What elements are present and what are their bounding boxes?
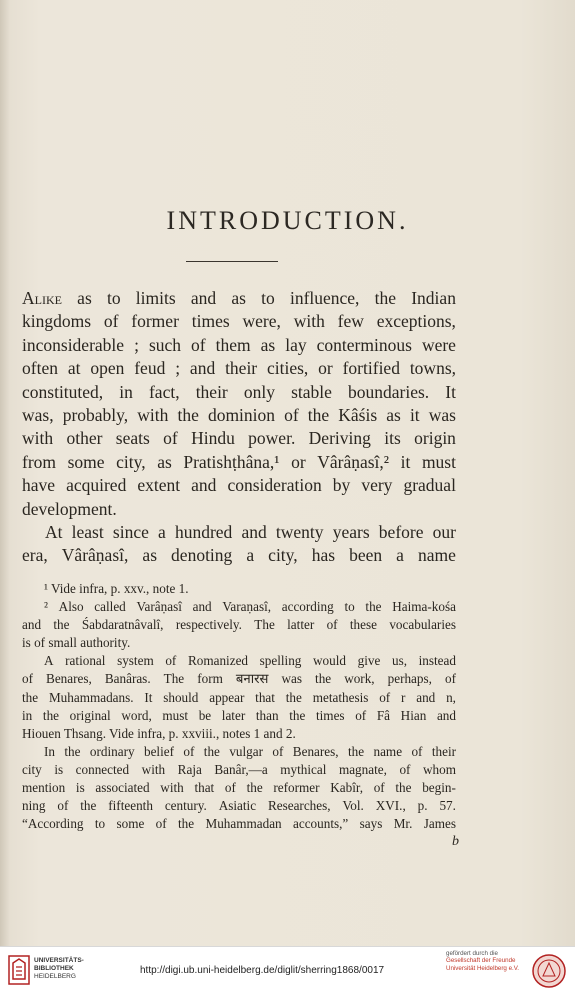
- word: called: [94, 599, 126, 615]
- library-name: [34, 957, 84, 981]
- word: Banâr,—a: [214, 761, 268, 777]
- word: was: [428, 405, 456, 426]
- word: Kâśis: [338, 405, 378, 426]
- sponsor-line: gefördert durch die: [446, 950, 498, 957]
- word: ordinary: [89, 743, 135, 759]
- word: begin-: [422, 780, 456, 796]
- word: accounts,”: [293, 816, 349, 832]
- word: Muhammadan: [205, 816, 282, 832]
- word: p.: [417, 798, 428, 814]
- word: of: [355, 707, 367, 723]
- library-name-line: UNIVERSITÄTS-: [34, 957, 84, 964]
- word: in: [119, 381, 133, 402]
- word: few: [337, 311, 364, 332]
- word: as: [157, 451, 172, 472]
- word: Śabdaratnâvalî,: [81, 617, 164, 633]
- word: twenty: [275, 522, 324, 543]
- word: Hian: [400, 707, 427, 723]
- word: be: [198, 707, 212, 723]
- word: acquired: [66, 475, 127, 496]
- word: lay: [285, 334, 307, 355]
- word: the: [347, 743, 365, 759]
- word: with: [22, 428, 54, 449]
- word: word,: [121, 707, 152, 723]
- word: and: [22, 617, 42, 633]
- word: Raja: [177, 761, 202, 777]
- word: only: [243, 381, 275, 402]
- word: city,: [116, 451, 146, 472]
- word: by: [332, 475, 351, 496]
- sponsor-line: Gesellschaft der Freunde: [446, 957, 516, 965]
- word: the: [365, 599, 382, 615]
- word: vocabularies: [389, 617, 456, 633]
- word: the: [178, 816, 195, 832]
- word: cities,: [267, 358, 309, 379]
- footnote-line: [22, 815, 456, 833]
- library-name-line: BIBLIOTHEK: [34, 965, 74, 972]
- word: appear: [209, 689, 245, 705]
- word: Muhammadans.: [48, 689, 134, 705]
- signature-mark: b: [452, 834, 459, 849]
- word: Varâṇasî: [136, 599, 182, 615]
- word: magnate,: [338, 761, 387, 777]
- word: Mr.: [393, 816, 413, 832]
- word: of: [103, 311, 119, 332]
- word: should: [163, 689, 199, 705]
- word: Researches,: [267, 798, 331, 814]
- word: It: [445, 381, 456, 402]
- word: boundaries.: [348, 381, 430, 402]
- word: stable: [291, 381, 332, 402]
- word: and: [436, 707, 456, 723]
- word: 57.: [439, 798, 456, 814]
- word: exceptions,: [376, 311, 456, 332]
- word: in: [22, 707, 33, 723]
- body-line: Alike as to limits and as to influence, the Indian: [22, 287, 456, 310]
- word: XVI.,: [375, 798, 406, 814]
- word: times: [191, 311, 230, 332]
- body-line: [22, 474, 456, 497]
- word: often: [22, 358, 58, 379]
- word: and: [191, 475, 217, 496]
- footnote-line: [22, 761, 456, 779]
- body-line: [22, 357, 456, 380]
- word: At: [45, 522, 63, 543]
- word: Banâras.: [104, 671, 151, 687]
- word: has: [311, 545, 336, 566]
- word: respectively.: [175, 617, 242, 633]
- word: name: [418, 545, 456, 566]
- word: a: [246, 545, 255, 566]
- word: origin: [414, 428, 456, 449]
- word: Asiatic: [218, 798, 257, 814]
- word: of: [411, 743, 423, 759]
- word: work,: [344, 671, 375, 687]
- word: Varaṇasî,: [222, 599, 272, 615]
- sponsor-credit: [446, 950, 542, 972]
- word: metathesis: [312, 689, 369, 705]
- word: former: [131, 311, 179, 332]
- body-line: [22, 427, 456, 450]
- footnote-line: is of small authority.: [22, 635, 131, 651]
- word: hundred: [174, 522, 233, 543]
- word: A: [44, 653, 54, 669]
- footnote-line: [22, 779, 456, 797]
- word: Vârâṇasî,: [61, 545, 129, 566]
- word: of: [57, 798, 69, 814]
- word: n,: [446, 689, 456, 705]
- word: their: [431, 743, 456, 759]
- word: the: [285, 689, 302, 705]
- word: city,: [268, 545, 298, 566]
- word: Pratishṭhâna,¹: [183, 451, 280, 472]
- word: Kabîr,: [330, 780, 364, 796]
- body-line: [22, 334, 456, 357]
- word: open: [90, 358, 125, 379]
- word: seats: [115, 428, 150, 449]
- word: than: [255, 707, 279, 723]
- word: us,: [391, 653, 407, 669]
- word: rational: [65, 653, 106, 669]
- word: since: [112, 522, 149, 543]
- word: the: [42, 707, 60, 723]
- word: fact,: [148, 381, 180, 402]
- word: It: [144, 689, 153, 705]
- body-line: [22, 310, 456, 333]
- word: these: [349, 617, 377, 633]
- footnote-line: [22, 670, 456, 688]
- word: the: [64, 743, 81, 759]
- word: and: [189, 358, 216, 379]
- word: it: [409, 405, 420, 426]
- word: as: [142, 545, 157, 566]
- word: constituted,: [22, 381, 104, 402]
- word: form: [197, 671, 223, 687]
- word: name: [373, 743, 403, 759]
- word: the: [203, 743, 220, 759]
- word: Haima-kośa: [392, 599, 456, 615]
- word: ;: [175, 358, 181, 379]
- word: the: [395, 780, 412, 796]
- word: Benares,: [46, 671, 92, 687]
- word: dominion: [207, 405, 276, 426]
- footnote-line: Hiouen Thsang. Vide infra, p. xxviii., notes 1 and 2.: [22, 725, 296, 741]
- word: very: [361, 475, 393, 496]
- word: the: [315, 671, 332, 687]
- word: and: [416, 689, 436, 705]
- word: other: [66, 428, 103, 449]
- word: fifteenth: [108, 798, 153, 814]
- word: connected: [75, 761, 130, 777]
- word: their: [225, 358, 258, 379]
- word: of: [191, 334, 206, 355]
- body-line: [22, 381, 456, 404]
- word: have: [22, 475, 56, 496]
- word: as: [386, 405, 401, 426]
- word: as: [260, 334, 276, 355]
- word: with: [141, 761, 166, 777]
- word: extent: [137, 475, 181, 496]
- word: before: [378, 522, 424, 543]
- footnote-line: ¹ Vide infra, p. xxv., note 1.: [44, 581, 189, 596]
- word: denoting: [171, 545, 233, 566]
- word: associated: [95, 780, 150, 796]
- footnote-line: [22, 652, 456, 670]
- word: of: [326, 617, 338, 633]
- word: a: [396, 545, 404, 566]
- word: and: [241, 522, 267, 543]
- word: century.: [164, 798, 207, 814]
- word: to: [94, 816, 106, 832]
- word: were: [421, 334, 456, 355]
- word: era,: [22, 545, 48, 566]
- word: vulgar: [229, 743, 264, 759]
- word: Romanized: [187, 653, 249, 669]
- word: gradual: [403, 475, 456, 496]
- word: the: [22, 689, 39, 705]
- word: our: [432, 522, 456, 543]
- word: conterminous: [316, 334, 412, 355]
- body-line: development.: [22, 498, 117, 519]
- word: Vol.: [342, 798, 364, 814]
- word: their: [195, 381, 228, 402]
- word: Vârâṇasî,²: [317, 451, 390, 472]
- word: James: [423, 816, 456, 832]
- word: mention: [22, 780, 66, 796]
- word: of: [444, 671, 456, 687]
- footnote-line: [22, 616, 456, 634]
- body-line: [22, 521, 456, 544]
- word: of: [379, 689, 391, 705]
- word: of: [163, 428, 178, 449]
- body-line: [22, 404, 456, 427]
- word: them: [215, 334, 251, 355]
- body-line: [22, 451, 456, 474]
- word: it: [400, 451, 411, 472]
- word: is: [75, 780, 85, 796]
- footnotes: [22, 580, 456, 833]
- word: perhaps,: [387, 671, 432, 687]
- word: times: [315, 707, 345, 723]
- word: and: [192, 599, 212, 615]
- word: latter: [287, 617, 315, 633]
- word: a: [158, 522, 166, 543]
- word: that: [194, 780, 215, 796]
- word: Benares,: [292, 743, 339, 759]
- word: must: [162, 707, 189, 723]
- word: with: [293, 311, 325, 332]
- body-lead-word: Alike: [22, 288, 62, 308]
- word: mythical: [280, 761, 327, 777]
- word: of: [22, 671, 33, 687]
- word: of: [399, 761, 411, 777]
- word: The: [254, 617, 275, 633]
- word: give: [357, 653, 381, 669]
- word: with: [160, 780, 184, 796]
- word: consideration: [227, 475, 322, 496]
- word: In: [44, 743, 55, 759]
- word: r: [401, 689, 406, 705]
- word: inconsiderable: [22, 334, 125, 355]
- footnote-line: [22, 707, 456, 725]
- word: according: [281, 599, 334, 615]
- word: that: [255, 689, 275, 705]
- word: some: [67, 451, 105, 472]
- footnote-line: [22, 743, 456, 761]
- word: ;: [134, 334, 139, 355]
- word: probably,: [62, 405, 129, 426]
- word: from: [22, 451, 57, 472]
- footnote-line: [22, 689, 456, 707]
- sponsor-line: Universität Heidelberg e.V.: [446, 964, 520, 972]
- word: least: [71, 522, 104, 543]
- body-line: [22, 544, 456, 567]
- word: belief: [143, 743, 175, 759]
- word: the: [80, 798, 97, 814]
- word: whom: [423, 761, 456, 777]
- word: to: [344, 599, 355, 615]
- word: were,: [242, 311, 281, 332]
- word: instead: [418, 653, 456, 669]
- word: feud: [134, 358, 166, 379]
- word: says: [359, 816, 383, 832]
- word: kingdoms: [22, 311, 92, 332]
- word: is: [54, 761, 64, 777]
- word: the: [289, 707, 306, 723]
- university-library-logo-icon[interactable]: [8, 955, 30, 985]
- title-rule: [186, 261, 278, 262]
- word: or: [291, 451, 306, 472]
- library-name-line: HEIDELBERG: [34, 973, 76, 980]
- word: ²: [44, 599, 48, 615]
- word: system: [117, 653, 154, 669]
- word: years: [332, 522, 370, 543]
- word: fortified: [342, 358, 400, 379]
- footnote-line: [22, 797, 456, 815]
- word: such: [148, 334, 182, 355]
- word: was: [281, 671, 302, 687]
- word: The: [163, 671, 185, 687]
- word: the: [53, 617, 70, 633]
- word: with: [137, 405, 169, 426]
- word: later: [221, 707, 246, 723]
- word: of: [284, 405, 299, 426]
- word: ning: [22, 798, 46, 814]
- word: reformer: [273, 780, 320, 796]
- word: of: [183, 743, 195, 759]
- word: Hindu: [191, 428, 235, 449]
- word: would: [313, 653, 346, 669]
- word: of: [272, 743, 284, 759]
- word: of: [224, 780, 236, 796]
- word: at: [67, 358, 81, 379]
- body-text: [22, 287, 456, 568]
- permalink-url[interactable]: http://digi.ub.uni-heidelberg.de/diglit/sherring1868/0017: [140, 965, 385, 976]
- page-title: INTRODUCTION.: [166, 206, 409, 235]
- word: of: [373, 780, 385, 796]
- word: or: [318, 358, 333, 379]
- word: some: [116, 816, 145, 832]
- word: must: [421, 451, 456, 472]
- word: was,: [22, 405, 54, 426]
- word: Deriving: [308, 428, 371, 449]
- word: Fâ: [376, 707, 391, 723]
- university-seal-icon: [532, 954, 566, 988]
- word: towns,: [409, 358, 456, 379]
- word: बनारस: [235, 671, 269, 687]
- viewer-footer: [0, 946, 575, 993]
- word: Also: [58, 599, 84, 615]
- word: original: [69, 707, 111, 723]
- word: “According: [22, 816, 84, 832]
- footnote-line: [22, 598, 456, 616]
- word: the: [246, 780, 263, 796]
- word: been: [349, 545, 383, 566]
- word: of: [165, 653, 177, 669]
- word: city: [22, 761, 42, 777]
- word: of: [155, 816, 167, 832]
- word: power.: [248, 428, 296, 449]
- word: the: [307, 405, 330, 426]
- word: spelling: [259, 653, 302, 669]
- word: its: [384, 428, 401, 449]
- word: the: [177, 405, 199, 426]
